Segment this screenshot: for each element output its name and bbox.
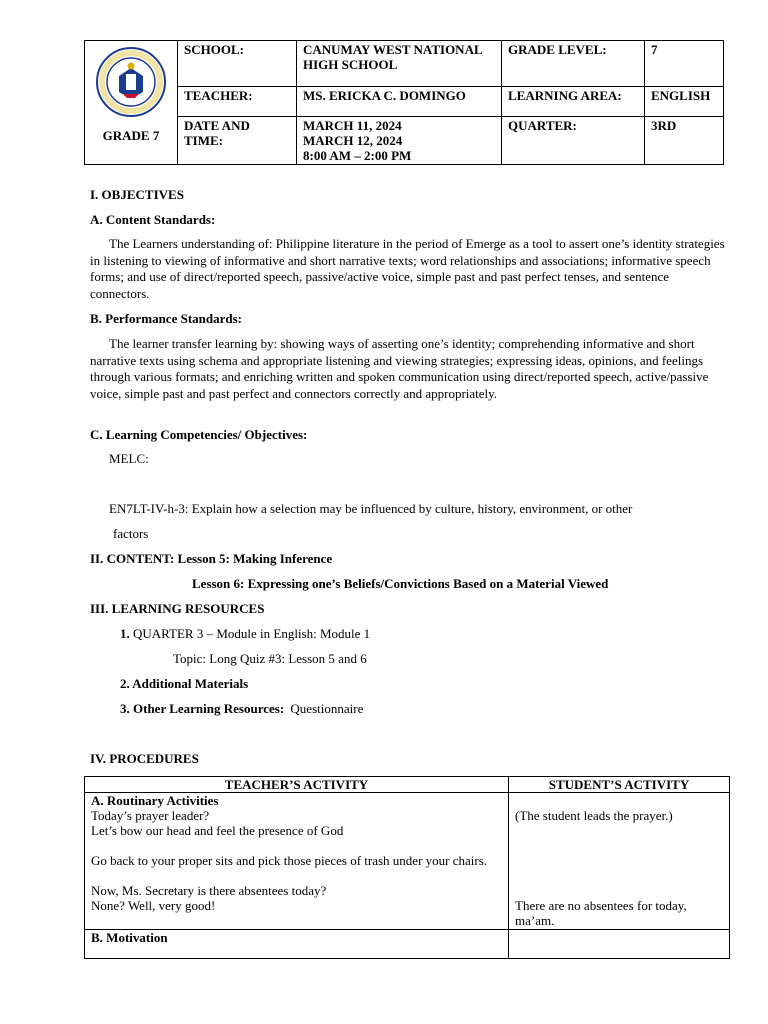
performance-standards-text: The learner transfer learning by: showing ways of asserting one’s identity; comprehending informative and short narrative texts using schema and appropriate listening and viewing strategies; expressing ideas, opinions, and feelings through various formats; and enriching written and spoken communication using direct/reported speech, active/passive voice, simple past and past perfect and connectors correctly and appropriately. bbox=[90, 336, 709, 401]
student-activity-header: STUDENT’S ACTIVITY bbox=[509, 777, 730, 793]
quarter-label: QUARTER: bbox=[502, 117, 645, 165]
performance-standards-heading: B. Performance Standards: bbox=[90, 311, 243, 326]
grade-level-label: GRADE LEVEL: bbox=[502, 41, 645, 87]
school-label: SCHOOL: bbox=[178, 41, 297, 87]
deped-seal-icon bbox=[95, 46, 167, 118]
content-standards-text: The Learners understanding of: Philippine literature in the period of Emerge as a tool to assert one’s identity strategies in listening to viewing of informative and short narrative texts; word relationships and associations; informative speech forms; and use of direct/reported speech, passive/active voice, simple past and past perfect tenses, and sentence connectors. bbox=[90, 236, 725, 301]
teacher-line-4: Now, Ms. Secretary is there absentees today? bbox=[91, 883, 327, 898]
motivation-student-cell bbox=[509, 930, 730, 959]
objectives-heading: I. OBJECTIVES bbox=[90, 187, 184, 202]
learning-area-value: ENGLISH bbox=[645, 87, 724, 117]
motivation-cell bbox=[85, 930, 509, 959]
melc-label: MELC: bbox=[109, 451, 149, 466]
student-line-2: There are no absentees for today, ma’am. bbox=[515, 898, 687, 928]
quarter-value: 3RD bbox=[645, 117, 724, 165]
motivation-heading: B. Motivation bbox=[91, 930, 168, 945]
resource-item-3-value: Questionnaire bbox=[290, 701, 364, 716]
content-heading: II. CONTENT: Lesson 5: Making Inference bbox=[90, 551, 333, 566]
teacher-activity-cell bbox=[85, 793, 509, 930]
logo-cell bbox=[85, 41, 178, 165]
date-line-2: MARCH 12, 2024 bbox=[303, 133, 403, 148]
resource-item-1 bbox=[120, 626, 370, 642]
lesson-6-title: Lesson 6: Expressing one’s Beliefs/Convictions Based on a Material Viewed bbox=[192, 576, 609, 591]
resources-heading: III. LEARNING RESOURCES bbox=[90, 601, 265, 616]
teacher-activity-header: TEACHER’S ACTIVITY bbox=[85, 777, 509, 793]
learning-area-label: LEARNING AREA: bbox=[502, 87, 645, 117]
resource-topic: Topic: Long Quiz #3: Lesson 5 and 6 bbox=[173, 651, 367, 666]
date-label: DATE AND TIME: bbox=[178, 117, 297, 165]
teacher-line-1: Today’s prayer leader? bbox=[91, 808, 210, 823]
date-value bbox=[297, 117, 502, 165]
school-value: CANUMAY WEST NATIONAL HIGH SCHOOL bbox=[297, 41, 502, 87]
melc-text-line-1: EN7LT-IV-h-3: Explain how a selection may be influenced by culture, history, environment, or other bbox=[109, 501, 633, 516]
teacher-line-3: Go back to your proper sits and pick those pieces of trash under your chairs. bbox=[91, 853, 488, 868]
content-standards-heading: A. Content Standards: bbox=[90, 212, 216, 227]
date-line-1: MARCH 11, 2024 bbox=[303, 118, 402, 133]
student-line-1: (The student leads the prayer.) bbox=[515, 808, 673, 823]
procedures-table bbox=[84, 776, 730, 959]
student-activity-cell bbox=[509, 793, 730, 930]
header-table bbox=[84, 40, 724, 165]
melc-text-line-2: factors bbox=[113, 526, 149, 541]
teacher-label: TEACHER: bbox=[178, 87, 297, 117]
resource-item-1-number: 1. bbox=[120, 626, 130, 641]
routinary-heading: A. Routinary Activities bbox=[91, 793, 219, 808]
grade-level-value: 7 bbox=[645, 41, 724, 87]
procedures-heading: IV. PROCEDURES bbox=[90, 751, 199, 766]
resource-item-1-text: QUARTER 3 – Module in English: Module 1 bbox=[133, 626, 371, 641]
teacher-line-2: Let’s bow our head and feel the presence of God bbox=[91, 823, 344, 838]
time-line: 8:00 AM – 2:00 PM bbox=[303, 148, 412, 163]
resource-item-3-label: 3. Other Learning Resources: bbox=[120, 701, 285, 716]
teacher-value: MS. ERICKA C. DOMINGO bbox=[297, 87, 502, 117]
resource-item-3 bbox=[120, 701, 363, 717]
teacher-line-5: None? Well, very good! bbox=[91, 898, 216, 913]
resource-item-2: 2. Additional Materials bbox=[120, 676, 249, 691]
grade-label: GRADE 7 bbox=[102, 128, 160, 143]
competencies-heading: C. Learning Competencies/ Objectives: bbox=[90, 427, 308, 442]
